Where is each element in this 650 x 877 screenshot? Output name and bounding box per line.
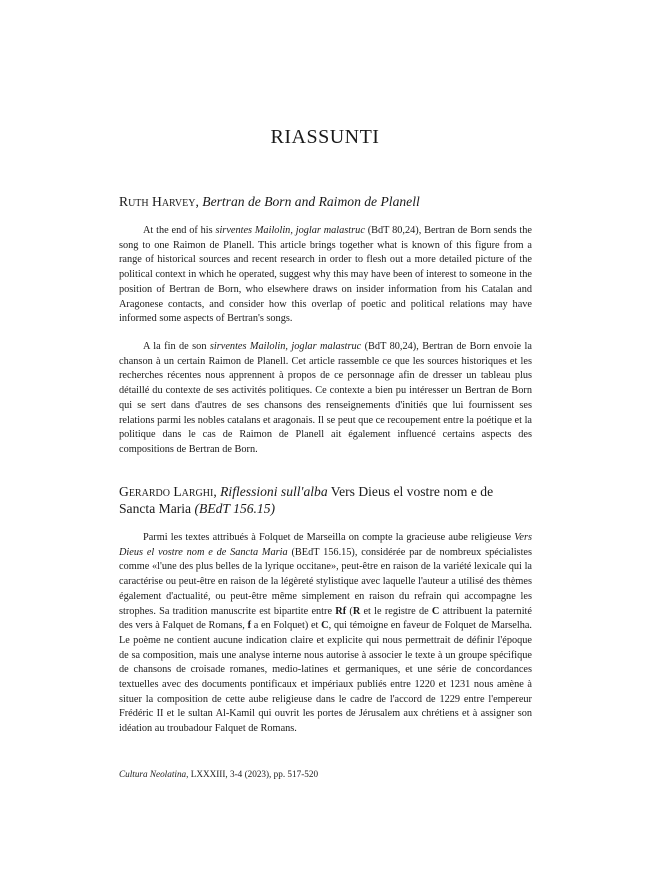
article1-title: Bertran de Born and Raimon de Planell: [202, 194, 420, 209]
article2-title-ref: (BEdT 156.15): [194, 501, 276, 516]
article2-author: Gerardo Larghi: [119, 484, 214, 499]
footer-journal: Cultura Neolatina: [119, 769, 187, 779]
article2-abstract: Parmi les textes attribués à Folquet de Marseilla on compte la gracieuse aube religieuse Vers Dieus el vostre nom e de Sancta Maria (BEdT 156.15), considérée par de nombreux spécialistes comme «l'une des plus belles de la lyrique occitane», peut-être en raison de la variété lexicale qui la caractérise ou peut-être en raison de la légèreté stylistique avec laquelle l'auteur a utilisé des thèmes également d'actualité, ou peut-être même simplement en raison du refrain qui accompagne les strophes. Sa tradition manuscrite est bipartite entre Rf (R et le registre de C attribuent la paternité des vers à Falquet de Romans, f a en Folquet) et C, qui témoigne en faveur de Folquet de Marselha. Le poème ne contient aucune indication claire et explicite qui nous permettrait de définir l'époque de sa composition, mais une analyse interne nous autorise à associer le texte à un groupe spécifique de chansons de croisade romanes, medio-latines et germaniques, et une série de concordances textuelles avec des documents pontificaux et impériaux publiés entre 1220 et 1231 nous amène à situer la composition de cette aube religieuse dans le cadre de l'accord de 1229 entre l'empereur Frédéric II et le sultan Al-Kamil qui ouvrit les portes de Jérusalem aux chrétiens et à assigner son idéation au troubadour Falquet de Romans.: [119, 532, 533, 735]
article1-heading: Ruth Harvey, Bertran de Born and Raimon de Planell: [119, 194, 420, 209]
article1-abstract-en: At the end of his sirventes Mailolin, joglar malastruc (BdT 80,24), Bertran de Born sends the song to one Raimon de Planell. This article brings together what is known of this figure from a range of historical sources and recent research in order to flesh out a more detailed picture of the political context in which he operated, suggest why this may have been of interest to someone in the position of Bertran de Born, who elsewhere draws on insider information from his Catalan and Aragonese contacts, and consider how this overlap of poetic and political relations may have informed some aspects of Bertran's songs.: [119, 225, 533, 325]
article2-title-roman: Vers Dieus el vostre nom e de Sancta Maria: [119, 484, 494, 516]
article1-author: Ruth Harvey: [119, 194, 196, 209]
footer-details: , LXXXIII, 3-4 (2023), pp. 517-520: [186, 769, 319, 779]
footer-citation: [119, 769, 318, 779]
page-title: RIASSUNTI: [270, 126, 380, 148]
article1-abstract-fr: A la fin de son sirventes Mailolin, joglar malastruc (BdT 80,24), Bertran de Born envoie la chanson à un certain Raimon de Planell. Cet article rassemble ce que les sources historiques et les recherches récentes nous apprennent à propos de ce personnage afin de dresser un tableau plus détaillé du contexte de ses activités politiques. Ce contexte a bien pu intéresser un Bertran de Born qui se sert dans d'autres de ses chansons des renseignements d'initiés que lui fournissent ses relations parmi les nobles catalans et aragonais. Il se peut que ce recoupement entre la poétique et la politique dans le cas de Raimon de Planell ait également influencé certains aspects des compositions de Bertran de Born.: [119, 341, 532, 455]
article2-title: Riflessioni sull'alba: [220, 484, 328, 499]
article2-heading: Gerardo Larghi, Riflessioni sull'alba Vers Dieus el vostre nom e de Sancta Maria (BEdT 156.15): [119, 484, 494, 516]
